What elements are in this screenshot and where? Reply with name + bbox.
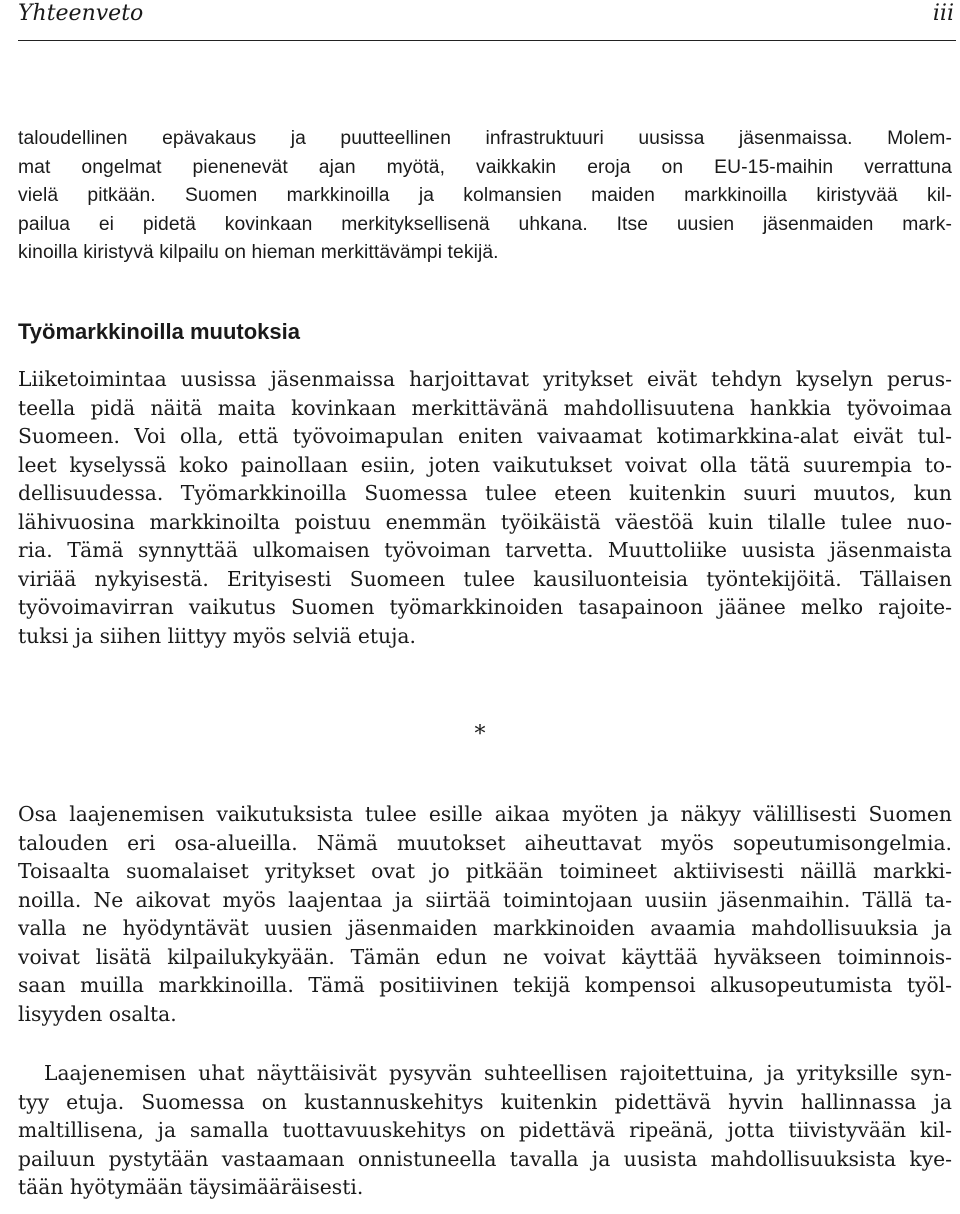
text-line: vielä pitkään. Suomen markkinoilla ja kolmansien maiden markkinoilla kiristyvää kil-	[18, 185, 952, 207]
section-separator: *	[474, 722, 486, 747]
text-line: teella pidä näitä maita kovinkaan merkittävänä mahdollisuutena hankkia työvoimaa	[18, 395, 952, 420]
header-title: Yhteenveto	[18, 1, 144, 26]
text-line: ria. Tämä synnyttää ulkomaisen työvoiman tarvetta. Muuttoliike uusista jäsenmaista	[18, 538, 952, 563]
text-line: Laajenemisen uhat näyttäisivät pysyvän suhteellisen rajoitettuina, ja yrityksille syn-	[44, 1061, 952, 1085]
text-line: Toisaalta suomalaiset yritykset ovat jo pitkään toimineet aktiivisesti näillä markki-	[18, 859, 952, 884]
section-paragraph	[18, 365, 952, 650]
paragraph-2	[18, 1059, 952, 1202]
text-line: mat ongelmat pienenevät ajan myötä, vaikkakin eroja on EU-15-maihin verrattuna	[18, 156, 952, 178]
text-line: saan muilla markkinoilla. Tämä positiivinen tekijä kompensoi alkusopeutumista työl-	[18, 973, 952, 998]
text-line: Liiketoimintaa uusissa jäsenmaissa harjoittavat yritykset eivät tehdyn kyselyn perus-	[18, 367, 952, 391]
text-line: työvoimavirran vaikutus Suomen työmarkkinoiden tasapainoon jäänee melko rajoite-	[18, 595, 952, 620]
text-line: kinoilla kiristyvä kilpailu on hieman merkittävämpi tekijä.	[18, 242, 499, 264]
text-line: tyy etuja. Suomessa on kustannuskehitys kuitenkin pidettävä hyvin hallinnassa ja	[18, 1089, 952, 1114]
section-heading: Työmarkkinoilla muutoksia	[18, 319, 301, 344]
running-header	[18, 0, 956, 41]
text-line: lisyyden osalta.	[18, 1001, 177, 1026]
text-line: noilla. Ne aikovat myös laajentaa ja siirtää toimintojaan uusiin jäsenmaihin. Tällä ta-	[18, 887, 952, 912]
text-line: pailua ei pidetä kovinkaan merkityksellisenä uhkana. Itse uusien jäsenmaiden mark-	[18, 213, 952, 235]
text-line: dellisuudessa. Työmarkkinoilla Suomessa tulee eteen kuitenkin suuri muutos, kun	[18, 481, 952, 506]
text-line: maltillisena, ja samalla tuottavuuskehitys on pidettävä ripeänä, jotta tiivistyvään kil-	[18, 1118, 952, 1143]
text-line: talouden eri osa-alueilla. Nämä muutokset aiheuttavat myös sopeutumisongelmia.	[18, 830, 952, 855]
intro-paragraph	[18, 125, 952, 268]
paragraph-1	[18, 800, 952, 1028]
text-line: pailuun pystytään vastaamaan onnistuneella tavalla ja uusista mahdollisuuksista kye-	[18, 1146, 952, 1171]
page-number: iii	[932, 1, 954, 26]
text-line: taloudellinen epävakaus ja puutteellinen infrastruktuuri uusissa jäsenmaissa. Molem-	[18, 128, 952, 149]
text-line: valla ne hyödyntävät uusien jäsenmaiden markkinoiden avaamia mahdollisuuksia ja	[18, 916, 952, 941]
text-line: tään hyötymään täysimääräisesti.	[18, 1175, 364, 1200]
text-line: Osa laajenemisen vaikutuksista tulee esille aikaa myöten ja näkyy välillisesti Suomen	[18, 802, 952, 826]
text-line: Suomeen. Voi olla, että työvoimapulan eniten vaivaamat kotimarkkina-alat eivät tul-	[18, 424, 952, 449]
text-line: lähivuosina markkinoilta poistuu enemmän työikäistä väestöä kuin tilalle tulee nuo-	[18, 509, 952, 534]
text-line: leet kyselyssä koko painollaan esiin, joten vaikutukset voivat olla tätä suurempia to-	[18, 452, 952, 477]
text-line: voivat lisätä kilpailukykyään. Tämän edun ne voivat käyttää hyväkseen toiminnois-	[18, 944, 952, 969]
text-line: viriää nykyisestä. Erityisesti Suomeen tulee kausiluonteisia työntekijöitä. Tällaisen	[18, 566, 952, 591]
text-line: tuksi ja siihen liittyy myös selviä etuja.	[18, 623, 416, 648]
